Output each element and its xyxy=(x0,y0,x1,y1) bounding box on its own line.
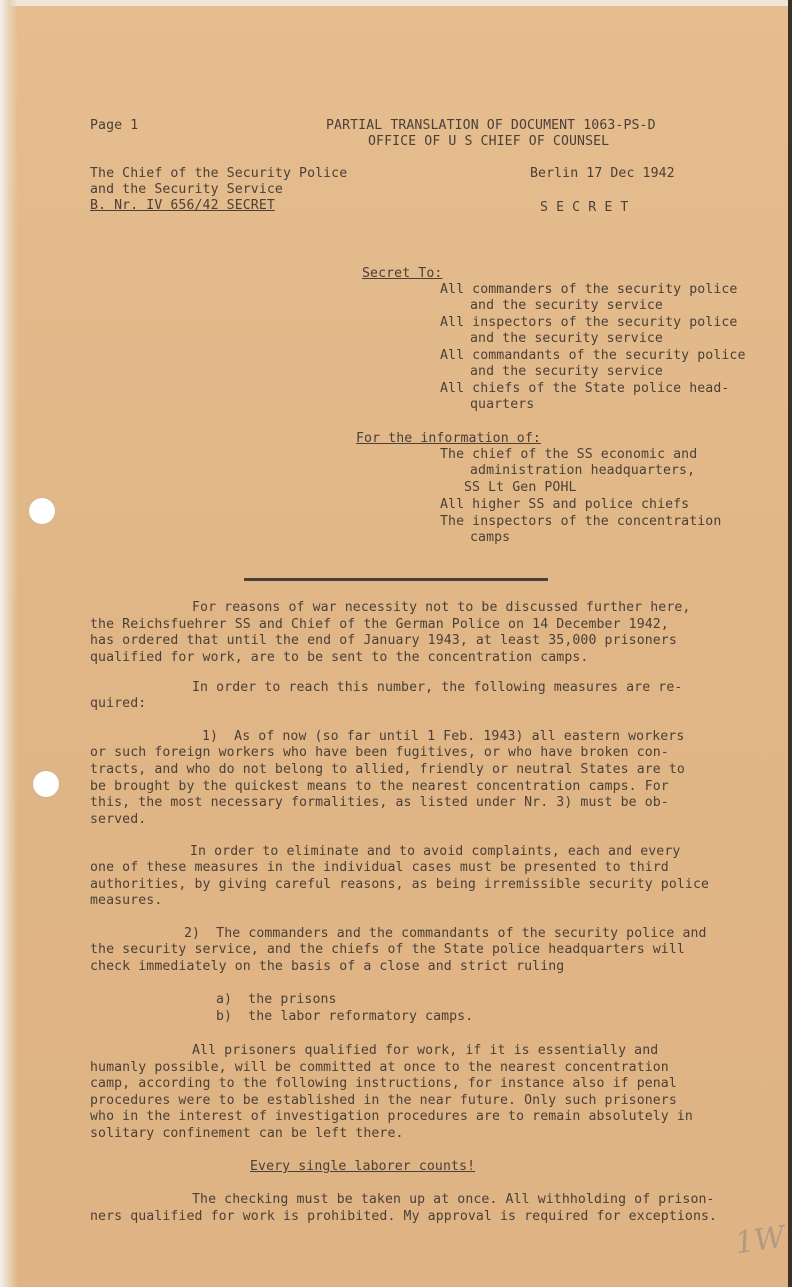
body-line: humanly possible, will be committed at once to the nearest concentration xyxy=(90,1060,669,1075)
paper-top-edge xyxy=(0,0,792,6)
body-line: The checking must be taken up at once. All withholding of prison- xyxy=(192,1192,715,1207)
recipient-line: and the security service xyxy=(470,298,663,313)
recipient-line: and the security service xyxy=(470,364,663,379)
body-line: 2) The commanders and the commandants of the security police and xyxy=(184,926,707,941)
information-line: The inspectors of the concentration xyxy=(440,514,722,529)
body-line: has ordered that until the end of January 1943, at least 35,000 prisoners xyxy=(90,633,677,648)
body-line: tracts, and who do not belong to allied, friendly or neutral States are to xyxy=(90,762,685,777)
body-line: check immediately on the basis of a close and strict ruling xyxy=(90,959,565,974)
information-heading: For the information of: xyxy=(356,431,541,446)
body-line: In order to eliminate and to avoid complaints, each and every xyxy=(190,844,681,859)
sender-line-2: and the Security Service xyxy=(90,182,283,197)
body-line: 1) As of now (so far until 1 Feb. 1943) all eastern workers xyxy=(202,729,685,744)
sender-line-1: The Chief of the Security Police xyxy=(90,166,348,181)
recipient-line: All inspectors of the security police xyxy=(440,315,738,330)
recipient-line: and the security service xyxy=(470,331,663,346)
paper-left-edge xyxy=(0,0,18,1287)
body-line: the Reichsfuehrer SS and Chief of the German Police on 14 December 1942, xyxy=(90,617,669,632)
document-title: PARTIAL TRANSLATION OF DOCUMENT 1063-PS-D xyxy=(326,118,656,133)
body-line: solitary confinement can be left there. xyxy=(90,1126,404,1141)
body-line: For reasons of war necessity not to be discussed further here, xyxy=(192,600,691,615)
scan-right-border xyxy=(788,0,792,1287)
slogan: Every single laborer counts! xyxy=(250,1159,476,1174)
body-line: who in the interest of investigation procedures are to remain absolutely in xyxy=(90,1109,693,1124)
recipients-heading: Secret To: xyxy=(362,266,443,281)
recipient-line: quarters xyxy=(470,397,535,412)
body-line: this, the most necessary formalities, as listed under Nr. 3) must be ob- xyxy=(90,795,669,810)
list-item: b) the labor reformatory camps. xyxy=(216,1009,474,1024)
information-line: camps xyxy=(470,530,511,545)
body-line: measures. xyxy=(90,893,163,908)
handwritten-initials: 1W xyxy=(732,1219,788,1262)
body-line: or such foreign workers who have been fugitives, or who have broken con- xyxy=(90,745,669,760)
classification-mark: S E C R E T xyxy=(540,200,629,215)
recipient-line: All commandants of the security police xyxy=(440,348,746,363)
body-line: In order to reach this number, the following measures are re- xyxy=(192,680,683,695)
recipient-line: All chiefs of the State police head- xyxy=(440,381,730,396)
recipient-line: All commanders of the security police xyxy=(440,282,738,297)
punch-hole-lower xyxy=(33,771,59,797)
body-line: served. xyxy=(90,812,147,827)
separator-rule xyxy=(244,578,548,581)
information-line: All higher SS and police chiefs xyxy=(440,497,690,512)
list-item: a) the prisons xyxy=(216,992,337,1007)
information-line: The chief of the SS economic and xyxy=(440,447,698,462)
body-line: ners qualified for work is prohibited. My approval is required for exceptions. xyxy=(90,1209,718,1224)
page-label: Page 1 xyxy=(90,118,139,133)
body-line: camp, according to the following instructions, for instance also if penal xyxy=(90,1076,677,1091)
information-line: SS Lt Gen POHL xyxy=(464,480,577,495)
office-title: OFFICE OF U S CHIEF OF COUNSEL xyxy=(368,134,610,149)
body-line: be brought by the quickest means to the nearest concentration camps. For xyxy=(90,779,669,794)
body-line: All prisoners qualified for work, if it is essentially and xyxy=(192,1043,659,1058)
body-line: the security service, and the chiefs of the State police headquarters will xyxy=(90,942,685,957)
body-line: one of these measures in the individual cases must be presented to third xyxy=(90,860,669,875)
reference-number: B. Nr. IV 656/42 SECRET xyxy=(90,198,275,213)
body-line: qualified for work, are to be sent to the concentration camps. xyxy=(90,650,589,665)
place-date: Berlin 17 Dec 1942 xyxy=(530,166,675,181)
punch-hole-upper xyxy=(29,498,55,524)
body-line: authorities, by giving careful reasons, as being irremissible security police xyxy=(90,877,710,892)
body-line: procedures were to be established in the near future. Only such prisoners xyxy=(90,1093,677,1108)
body-line: quired: xyxy=(90,696,147,711)
information-line: administration headquarters, xyxy=(470,463,696,478)
